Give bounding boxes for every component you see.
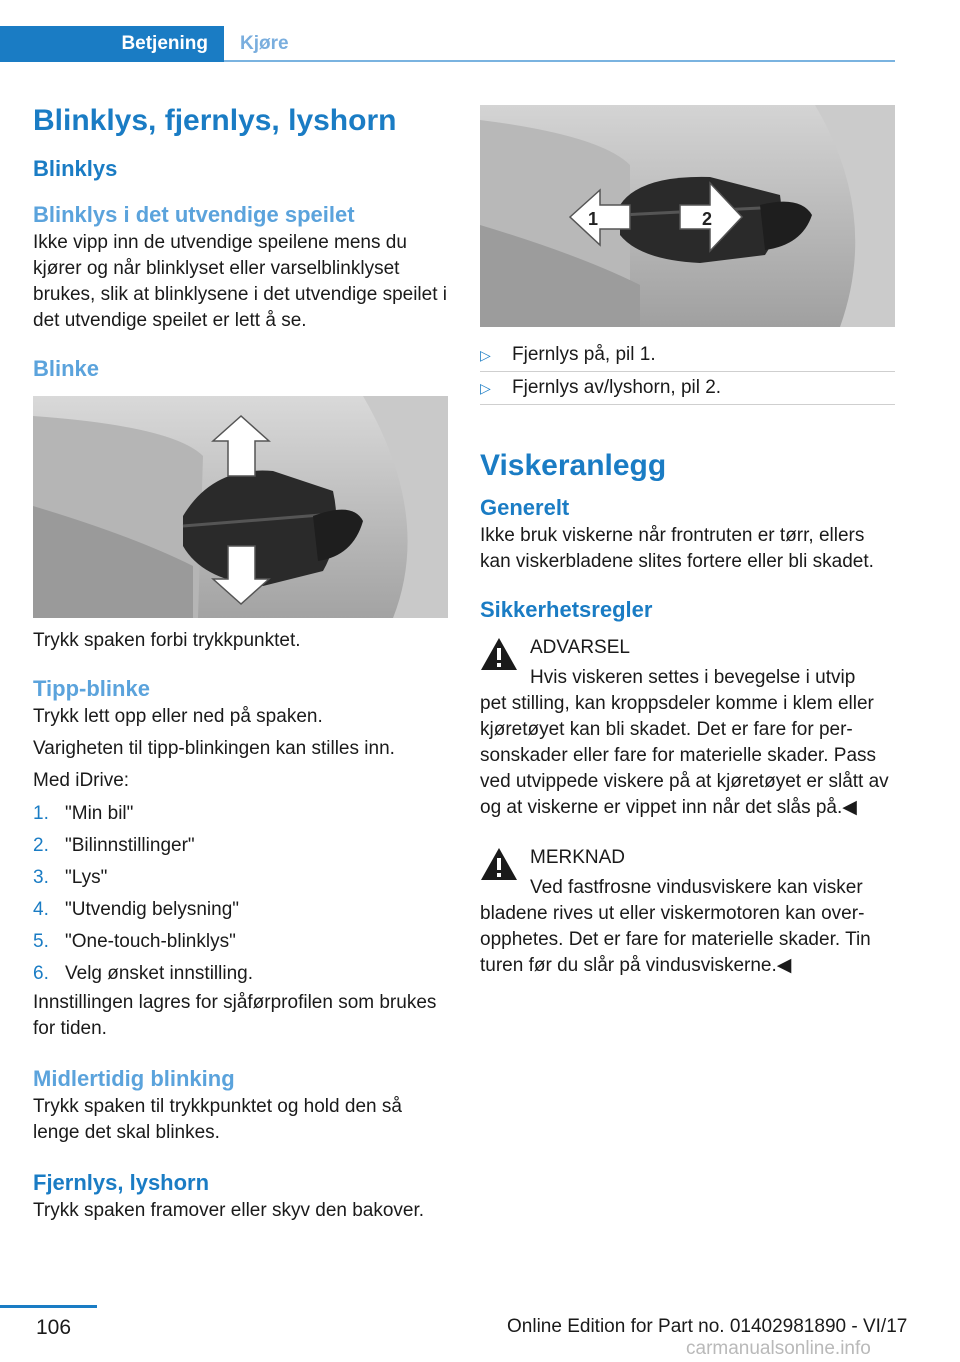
list-item: 3. "Lys": [33, 867, 108, 888]
paragraph-tipp-1: Trykk lett opp eller ned på spaken.: [33, 706, 323, 727]
list-item: 2. "Bilinnstillinger": [33, 835, 195, 856]
list-item: 4. "Utvendig belysning": [33, 899, 240, 920]
heading-fjernlys: Fjernlys, lyshorn: [33, 1170, 210, 1195]
watermark: carmanualsonline.info: [686, 1338, 871, 1359]
header-divider: [224, 60, 895, 62]
heading-generelt: Generelt: [480, 495, 570, 520]
right-column: [480, 105, 895, 979]
list-item: 6. Velg ønsket innstilling.: [33, 963, 253, 984]
paragraph-midlertidig: Trykk spaken til trykkpunktet og hold den så lenge det skal blinkes.: [33, 1096, 402, 1143]
notice-text-first: Ved fastfrosne vindusviskere kan visker: [530, 877, 863, 898]
tab-betjening[interactable]: [0, 26, 224, 62]
photo-high-beam-lever: [480, 105, 895, 327]
arrow-1-label: 1: [588, 209, 599, 229]
list-item: ▷ Fjernlys på, pil 1.: [480, 339, 895, 372]
triangle-bullet-icon: ▷: [480, 380, 491, 396]
warning-label: ADVARSEL: [530, 637, 630, 658]
warning-box: [480, 633, 895, 821]
paragraph-lagres: Innstillingen lagres for sjåførprofilen som brukes for tiden.: [33, 992, 437, 1039]
arrow-2-label: 2: [702, 209, 713, 229]
paragraph-generelt: Ikke bruk viskerne når frontruten er tørr, ellers kan viskerbladene slites fortere eller bli skadet.: [480, 525, 874, 572]
photo-turn-signal-lever: [33, 396, 448, 618]
paragraph-tipp-3: Med iDrive:: [33, 770, 130, 791]
heading-sikkerhetsregler: Sikkerhetsregler: [480, 597, 653, 622]
paragraph-blinke: Trykk spaken forbi trykkpunktet.: [33, 630, 301, 651]
lever-illustration-forward-back: [480, 105, 895, 327]
heading-midlertidig: Midlertidig blinking: [33, 1066, 235, 1091]
idrive-steps: [33, 798, 448, 990]
list-item: 5. "One-touch-blinklys": [33, 931, 236, 952]
list-item: ▷ Fjernlys av/lyshorn, pil 2.: [480, 372, 895, 405]
warning-text-first: Hvis viskeren settes i bevegelse i utvip: [530, 667, 856, 688]
warning-triangle-icon: [480, 637, 518, 671]
edition-text: Online Edition for Part no. 01402981890 - VI/17: [507, 1316, 908, 1337]
lever-illustration-up-down: [33, 396, 448, 618]
list-item: 1. "Min bil": [33, 803, 134, 824]
heading-tipp-blinke: Tipp-blinke: [33, 676, 150, 701]
footer-accent-line: [0, 1305, 97, 1308]
paragraph-speilet: Ikke vipp inn de utvendige speilene mens du kjører og når blinklyset eller varselblinklyset brukes, slik at blinklysene i det utvendige speilet i det utvendige speilet er lett å se.: [33, 232, 448, 331]
notice-triangle-icon: [480, 847, 518, 881]
tab-kjore-label: Kjøre: [240, 33, 289, 54]
page-title: Blinklys, fjernlys, lyshorn: [33, 104, 397, 137]
notice-text-rest: bladene rives ut eller viskermotoren kan overopphetes. Det er fare for materielle skader. Tin turen før du slår på vindusviskerne.◀: [480, 903, 871, 976]
page-number: 106: [36, 1316, 72, 1339]
paragraph-tipp-2: Varigheten til tipp-blinkingen kan stilles inn.: [33, 738, 395, 759]
heading-blinke: Blinke: [33, 356, 100, 381]
heading-blinklys: Blinklys: [33, 156, 118, 181]
high-beam-list: [480, 339, 895, 405]
tab-betjening-label: Betjening: [121, 33, 208, 54]
notice-label: MERKNAD: [530, 847, 626, 868]
tab-kjore[interactable]: [240, 26, 289, 62]
triangle-bullet-icon: ▷: [480, 347, 491, 363]
heading-blinklys-speilet: Blinklys i det utvendige speilet: [33, 202, 355, 227]
paragraph-fjernlys: Trykk spaken framover eller skyv den bakover.: [33, 1200, 425, 1221]
heading-viskeranlegg: Viskeranlegg: [480, 449, 667, 482]
warning-text-rest: pet stilling, kan kroppsdeler komme i klem eller kjøretøyet kan bli skadet. Det er fare for personskader eller fare for materielle skader. Pass ved utvippede viskere på at kjøretøyet er slått av og at viskerne er vippet inn når det slås på.◀: [480, 693, 889, 818]
notice-box: [480, 843, 895, 979]
left-column: [33, 100, 448, 1224]
